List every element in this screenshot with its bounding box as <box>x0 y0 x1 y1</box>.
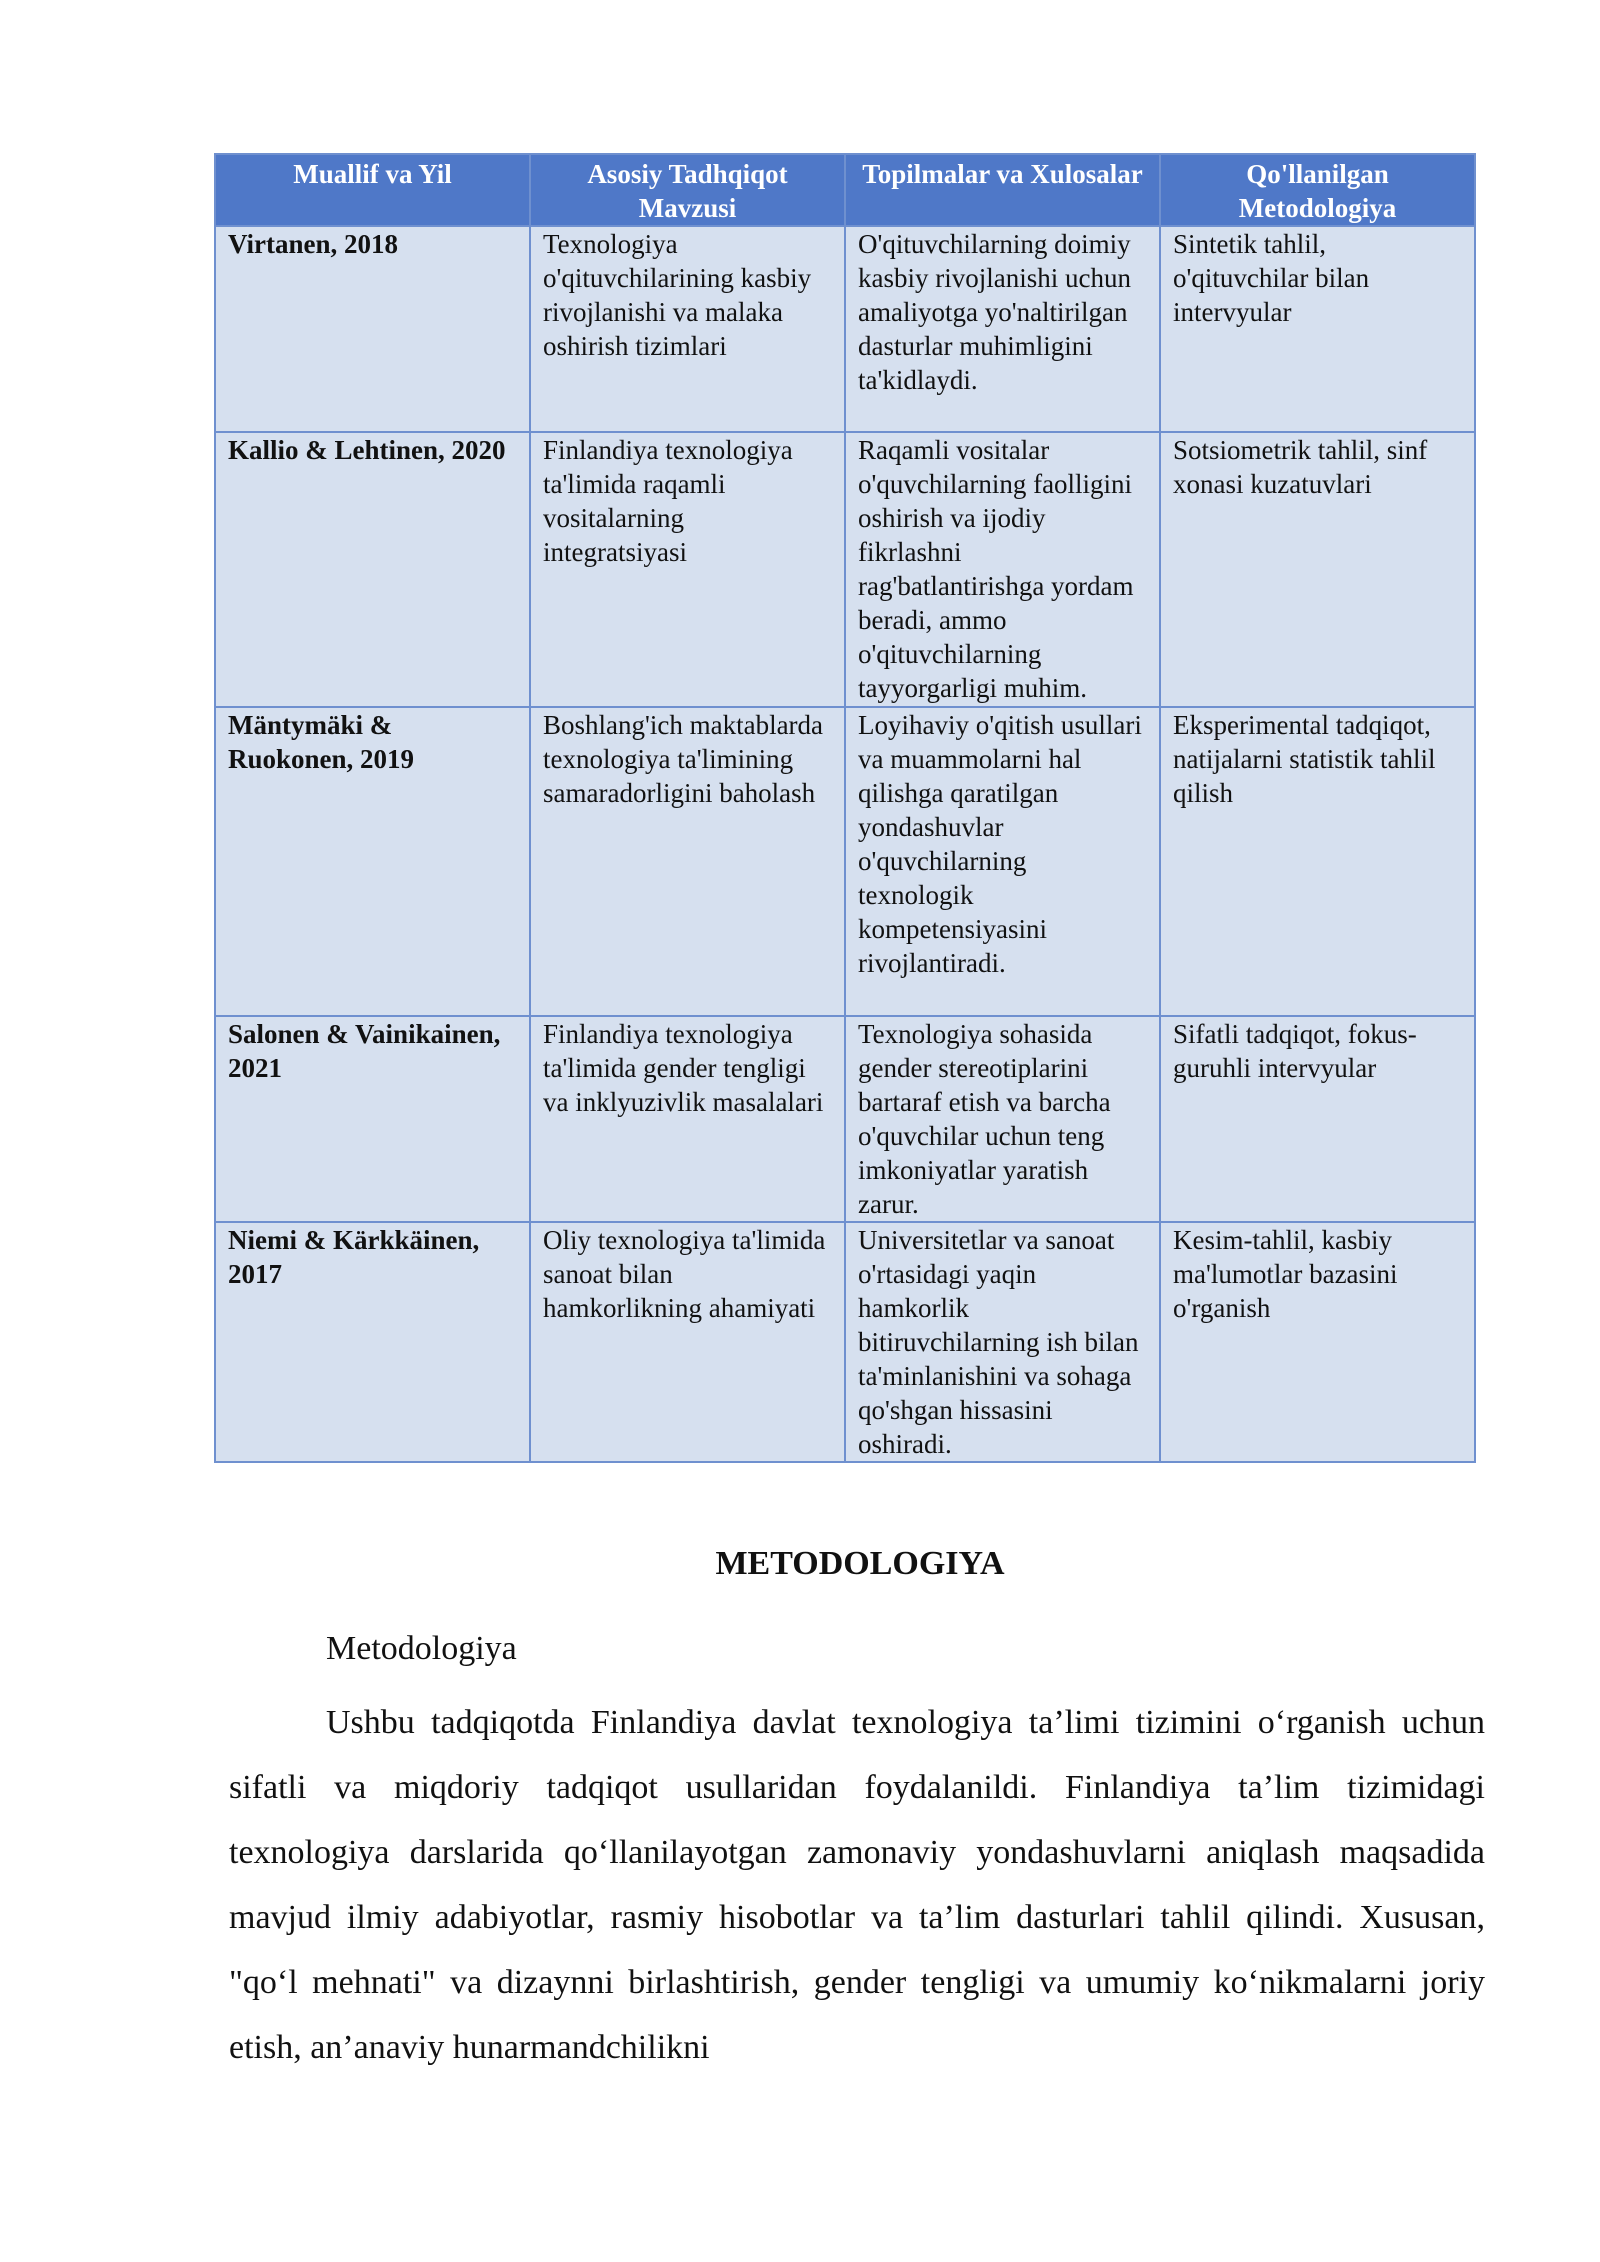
table-row <box>215 1016 1475 1222</box>
cell-methodology: Sifatli tadqiqot, fokus-guruhli intervyular <box>1160 1016 1475 1222</box>
header-author-year: Muallif va Yil <box>215 154 530 226</box>
cell-author: Kallio & Lehtinen, 2020 <box>215 432 530 707</box>
header-methodology: Qo'llanilgan Metodologiya <box>1160 154 1475 226</box>
table-row <box>215 432 1475 707</box>
literature-review-table <box>214 153 1476 1463</box>
sub-heading: Metodologiya <box>326 1630 517 1667</box>
section-heading: METODOLOGIYA <box>715 1545 1005 1582</box>
cell-author: Niemi & Kärkkäinen, 2017 <box>215 1222 530 1462</box>
cell-findings: Loyihaviy o'qitish usullari va muammolarni hal qilishga qaratilgan yondashuvlar o'quvchilarning texnologik kompetensiyasini rivojlantiradi. <box>845 707 1160 1016</box>
cell-findings: Texnologiya sohasida gender stereotiplarini bartaraf etish va barcha o'quvchilar uchun teng imkoniyatlar yaratish zarur. <box>845 1016 1160 1222</box>
cell-author: Mäntymäki & Ruokonen, 2019 <box>215 707 530 1016</box>
cell-findings: Universitetlar va sanoat o'rtasidagi yaqin hamkorlik bitiruvchilarning ish bilan ta'minlanishini va sohaga qo'shgan hissasini oshiradi. <box>845 1222 1160 1462</box>
cell-methodology: Eksperimental tadqiqot, natijalarni statistik tahlil qilish <box>1160 707 1475 1016</box>
table-row <box>215 226 1475 432</box>
header-research-topic: Asosiy Tadhqiqot Mavzusi <box>530 154 845 226</box>
cell-topic: Texnologiya o'qituvchilarining kasbiy rivojlanishi va malaka oshirish tizimlari <box>530 226 845 432</box>
header-findings: Topilmalar va Xulosalar <box>845 154 1160 226</box>
cell-methodology: Sintetik tahlil, o'qituvchilar bilan intervyular <box>1160 226 1475 432</box>
cell-topic: Oliy texnologiya ta'limida sanoat bilan hamkorlikning ahamiyati <box>530 1222 845 1462</box>
cell-findings: Raqamli vositalar o'quvchilarning faolligini oshirish va ijodiy fikrlashni rag'batlantirishga yordam beradi, ammo o'qituvchilarning tayyorgarligi muhim. <box>845 432 1160 707</box>
cell-topic: Boshlang'ich maktablarda texnologiya ta'limining samaradorligini baholash <box>530 707 845 1016</box>
table-header-row <box>215 154 1475 226</box>
cell-topic: Finlandiya texnologiya ta'limida gender tengligi va inklyuzivlik masalalari <box>530 1016 845 1222</box>
table-row <box>215 707 1475 1016</box>
cell-author: Salonen & Vainikainen, 2021 <box>215 1016 530 1222</box>
cell-author: Virtanen, 2018 <box>215 226 530 432</box>
cell-findings: O'qituvchilarning doimiy kasbiy rivojlanishi uchun amaliyotga yo'naltirilgan dasturlar muhimligini ta'kidlaydi. <box>845 226 1160 432</box>
cell-topic: Finlandiya texnologiya ta'limida raqamli vositalarning integratsiyasi <box>530 432 845 707</box>
cell-methodology: Sotsiometrik tahlil, sinf xonasi kuzatuvlari <box>1160 432 1475 707</box>
cell-methodology: Kesim-tahlil, kasbiy ma'lumotlar bazasini o'rganish <box>1160 1222 1475 1462</box>
table-row <box>215 1222 1475 1462</box>
body-paragraph: Ushbu tadqiqotda Finlandiya davlat texnologiya ta’limi tizimini o‘rganish uchun sifatli va miqdoriy tadqiqot usullaridan foydalanildi. Finlandiya ta’lim tizimidagi texnologiya darslarida qo‘llanilayotgan zamonaviy yondashuvlarni aniqlash maqsadida mavjud ilmiy adabiyotlar, rasmiy hisobotlar va ta’lim dasturlari tahlil qilindi. Xususan, "qo‘l mehnati" va dizaynni birlashtirish, gender tengligi va umumiy ko‘nikmalarni joriy etish, an’anaviy hunarmandchilikni <box>229 1704 1485 2066</box>
